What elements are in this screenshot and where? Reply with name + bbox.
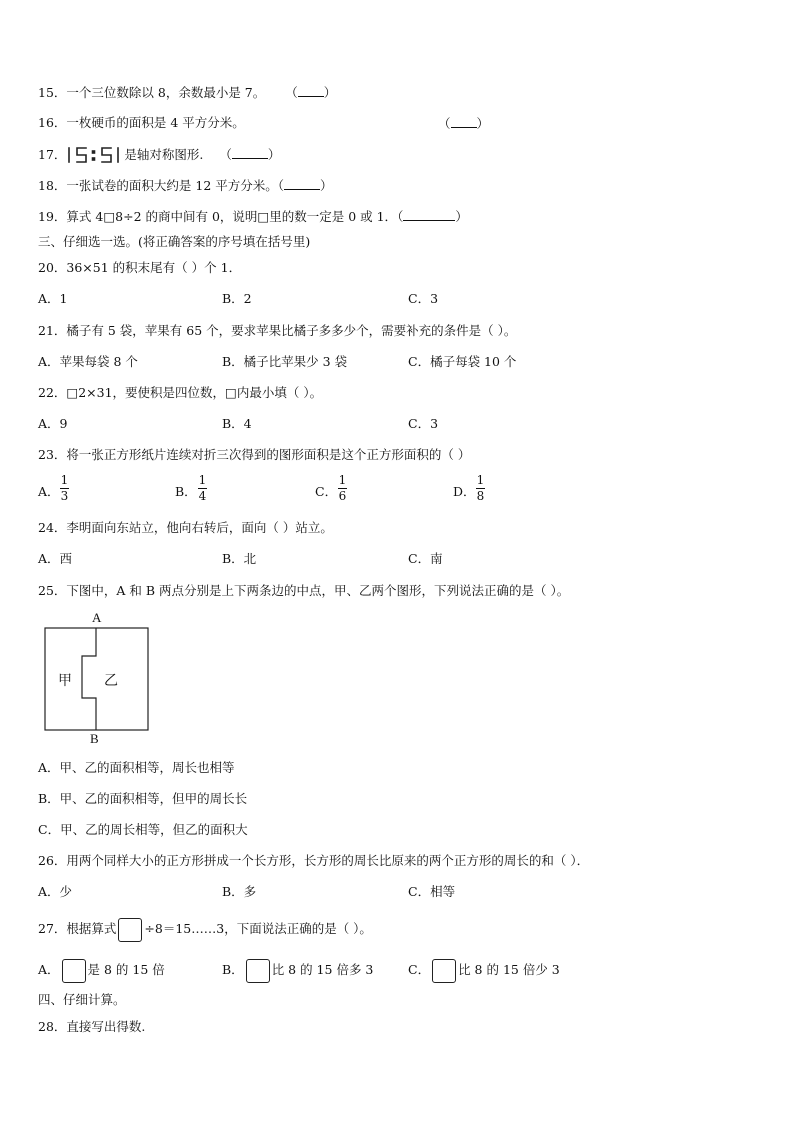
option-a[interactable]: A．西 (38, 551, 73, 566)
question-text: 一张试卷的面积大约是 12 平方分米。 (66, 178, 278, 193)
point-label-b: B (90, 731, 99, 746)
question-text: 算式 4□8÷2 的商中间有 0，说明□里的数一定是 0 或 1． (66, 209, 398, 224)
question-21-stem: 21．橘子有 5 袋，苹果有 65 个，要求苹果比橘子多多少个，需要补充的条件是（ ）。 (38, 323, 517, 338)
question-26-stem: 26．用两个同样大小的正方形拼成一个长方形，长方形的周长比原来的两个正方形的周长的和（ ）． (38, 853, 590, 868)
blank-square-box[interactable] (118, 918, 142, 942)
option-c[interactable]: C．3 (408, 291, 439, 306)
answer-blank[interactable] (403, 208, 455, 221)
region-label-yi: 乙 (104, 673, 118, 689)
option-b[interactable]: B． (175, 484, 197, 499)
option-b[interactable]: B．北 (222, 551, 257, 566)
option-a[interactable]: A．甲、乙的面积相等，周长也相等 (38, 760, 235, 775)
fraction-one-fourth: 1 4 (198, 473, 207, 503)
blank-square-box (62, 959, 86, 983)
option-b[interactable]: B． 比 8 的 15 倍多 3 (222, 958, 373, 983)
question-15: 15．一个三位数除以 8，余数最小是 7。 （ ） (38, 85, 337, 100)
question-23-stem: 23．将一张正方形纸片连续对折三次得到的图形面积是这个正方形面积的（ ） (38, 447, 471, 462)
region-label-jia: 甲 (58, 673, 72, 689)
question-20-stem: 20．36×51 的积末尾有（ ）个 1． (38, 260, 242, 275)
blank-square-box (246, 959, 270, 983)
option-b[interactable]: B．橘子比苹果少 3 袋 (222, 354, 348, 369)
section-heading-3: 三、仔细选一选。(将正确答案的序号填在括号里) (38, 234, 311, 249)
section-heading-4: 四、仔细计算。 (38, 992, 126, 1007)
question-24-stem: 24．李明面向东站立，他向右转后，面向（ ）站立。 (38, 520, 333, 535)
question-18: 18．一张试卷的面积大约是 12 平方分米。（ ） (38, 178, 333, 193)
option-a[interactable]: A．少 (38, 884, 73, 899)
question-17: 17． 是轴对称图形. （ ） (38, 147, 281, 162)
question-25-stem: 25．下图中，A 和 B 两点分别是上下两条边的中点，甲、乙两个图形，下列说法正确的是（ ）。 (38, 583, 570, 598)
option-b[interactable]: B．4 (222, 416, 252, 431)
question-19: 19．算式 4□8÷2 的商中间有 0，说明□里的数一定是 0 或 1．（ ） (38, 209, 468, 224)
answer-blank[interactable] (451, 115, 477, 128)
question-number: 18． (38, 178, 67, 193)
question-text: 一个三位数除以 8，余数最小是 7。 (66, 85, 266, 100)
question-number: 17． (38, 147, 67, 162)
option-b[interactable]: B．2 (222, 291, 252, 306)
question-number: 19． (38, 209, 67, 224)
answer-blank[interactable] (284, 177, 320, 190)
question-22-stem: 22．□2×31，要使积是四位数，□内最小填（ ）。 (38, 385, 323, 400)
question-27-stem: 27．根据算式 ÷8＝15……3，下面说法正确的是（ ）。 (38, 917, 372, 942)
fraction-one-third: 1 3 (60, 473, 69, 503)
answer-blank[interactable] (298, 84, 324, 97)
digital-display-15-5 (66, 146, 124, 162)
option-c[interactable]: C． (315, 484, 338, 499)
option-b[interactable]: B．多 (222, 884, 257, 899)
option-a[interactable]: A． 是 8 的 15 倍 (38, 958, 165, 983)
option-c[interactable]: C．南 (408, 551, 443, 566)
option-c[interactable]: C．甲、乙的周长相等，但乙的面积大 (38, 822, 248, 837)
option-c[interactable]: C． 比 8 的 15 倍少 3 (408, 958, 560, 983)
fraction-one-sixth: 1 6 (338, 473, 347, 503)
option-c[interactable]: C．橘子每袋 10 个 (408, 354, 517, 369)
seven-segment-icon (66, 146, 124, 164)
question-number: 15． (38, 85, 67, 100)
option-a[interactable]: A．苹果每袋 8 个 (38, 354, 138, 369)
option-c[interactable]: C．3 (408, 416, 439, 431)
figure-square-divided (40, 610, 155, 750)
option-d[interactable]: D． (453, 484, 476, 499)
option-b[interactable]: B．甲、乙的面积相等，但甲的周长长 (38, 791, 248, 806)
answer-blank[interactable] (232, 146, 268, 159)
blank-square-box (432, 959, 456, 983)
question-16 (38, 115, 245, 131)
question-28-stem: 28．直接写出得数. (38, 1019, 146, 1034)
option-a[interactable]: A． (38, 484, 60, 499)
answer-paren-16: （ ） (438, 116, 490, 131)
fraction-one-eighth: 1 8 (476, 473, 485, 503)
question-text: 是轴对称图形. (124, 147, 204, 162)
option-a[interactable]: A．9 (38, 416, 68, 431)
question-text: 一枚硬币的面积是 4 平方分米。 (66, 115, 245, 130)
option-c[interactable]: C．相等 (408, 884, 456, 899)
point-label-a: A (92, 610, 102, 625)
question-number: 16． (38, 115, 67, 130)
option-a[interactable]: A．1 (38, 291, 68, 306)
